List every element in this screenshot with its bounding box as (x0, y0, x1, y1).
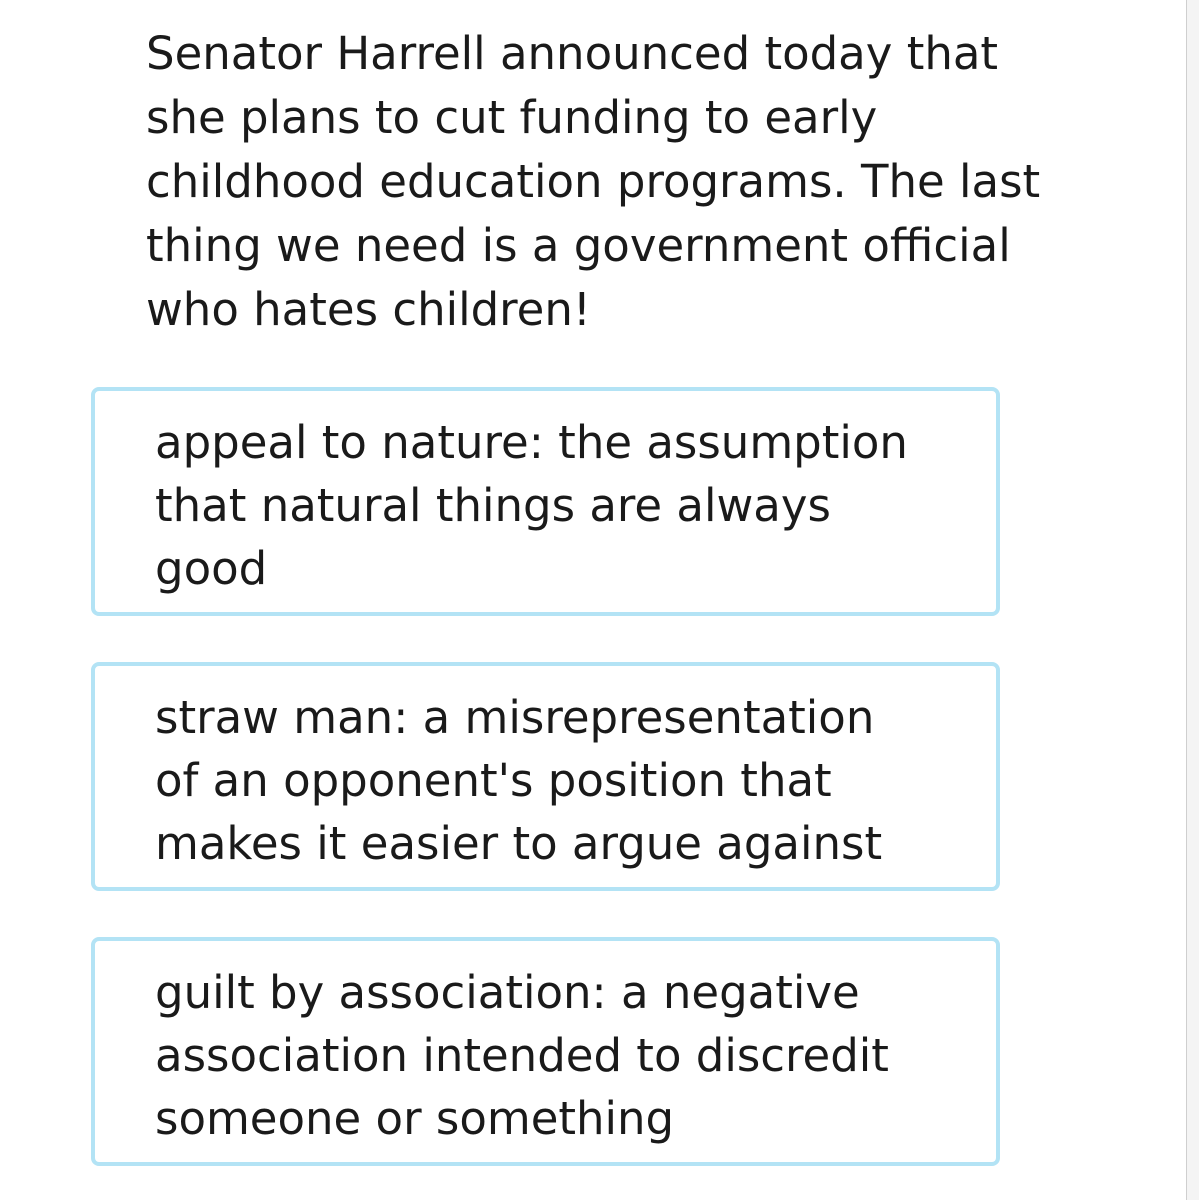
choice-line: guilt by association: a negative (155, 966, 860, 1019)
choice-line: good (155, 542, 268, 595)
choice-line: of an opponent's position that (155, 754, 832, 807)
question-passage (146, 22, 1106, 342)
answer-choice-appeal-to-nature[interactable] (91, 387, 1000, 616)
choice-line: that natural things are always (155, 479, 831, 532)
answer-choice-guilt-by-association[interactable] (91, 937, 1000, 1166)
answer-choice-straw-man[interactable] (91, 662, 1000, 891)
answer-choice-text (155, 686, 882, 875)
choice-line: straw man: a misrepresentation (155, 691, 875, 744)
passage-line: childhood education programs. The last (146, 155, 1041, 208)
choice-line: makes it easier to argue against (155, 817, 883, 870)
answer-choice-text (155, 961, 889, 1150)
passage-line: Senator Harrell announced today that (146, 27, 999, 80)
vertical-scrollbar[interactable] (1186, 0, 1199, 1200)
choice-line: someone or something (155, 1092, 675, 1145)
passage-line: who hates children! (146, 283, 591, 336)
answer-choice-text (155, 411, 908, 600)
passage-line: thing we need is a government official (146, 219, 1011, 272)
choice-line: association intended to discredit (155, 1029, 889, 1082)
choice-line: appeal to nature: the assumption (155, 416, 908, 469)
passage-line: she plans to cut funding to early (146, 91, 878, 144)
